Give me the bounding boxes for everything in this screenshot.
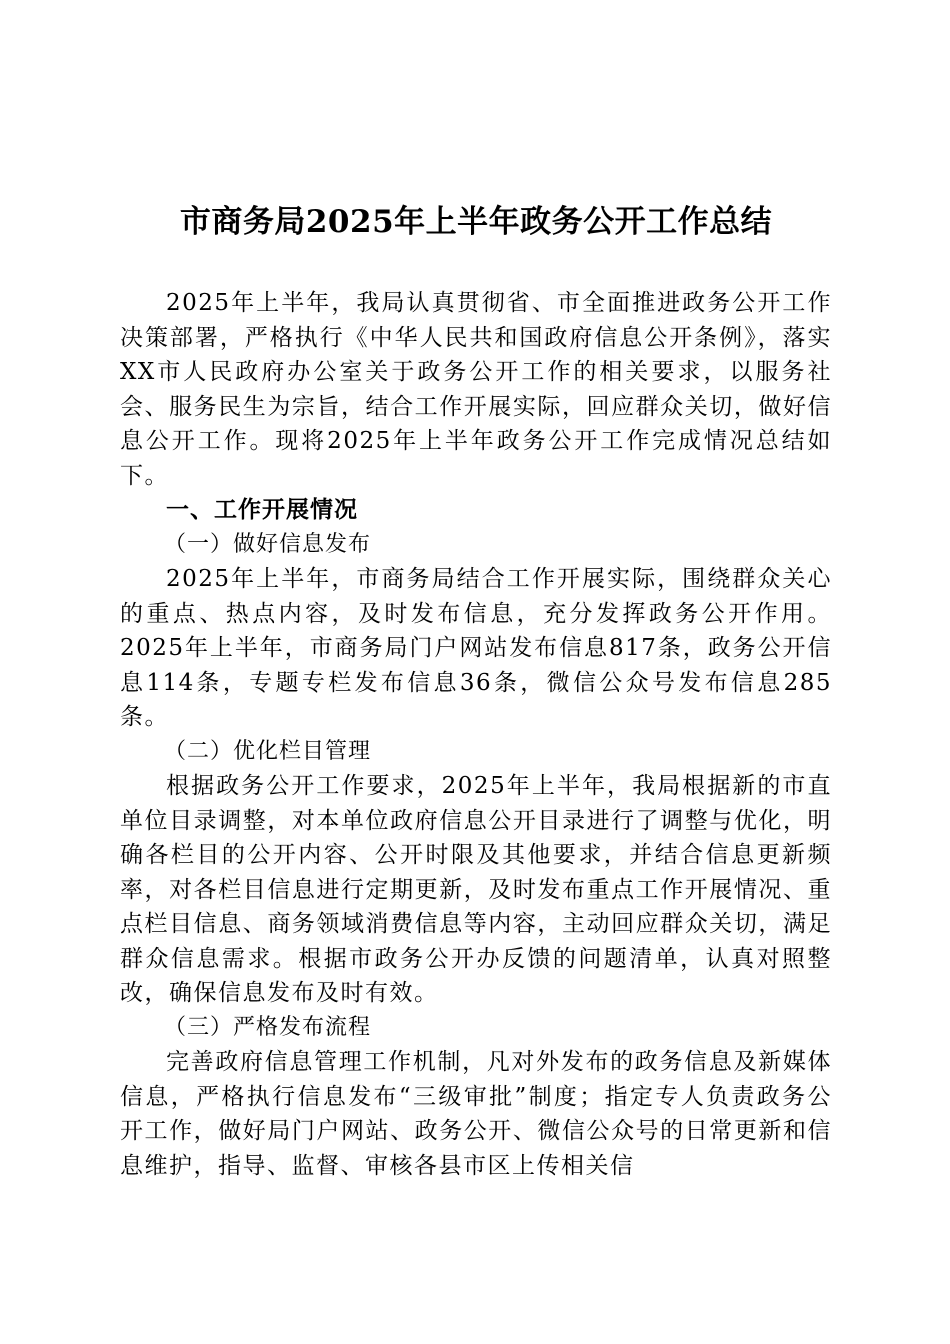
subsection-paragraph-1: 2025年上半年，市商务局结合工作开展实际，围绕群众关心的重点、热点内容，及时发布信息，充分发挥政务公开作用。2025年上半年，市商务局门户网站发布信息817条，政务公开信息114条，专题专栏发布信息36条，微信公众号发布信息285条。 <box>120 566 832 730</box>
intro-paragraph: 2025年上半年，我局认真贯彻省、市全面推进政务公开工作决策部署，严格执行《中华人民共和国政府信息公开条例》，落实XX市人民政府办公室关于政务公开工作的相关要求，以服务社会、服务民生为宗旨，结合工作开展实际，回应群众关切，做好信息公开工作。现将2025年上半年政务公开工作完成情况总结如下。 <box>120 290 832 489</box>
section-heading: 一、工作开展情况 <box>166 496 358 523</box>
subsection-heading-1: （一）做好信息发布 <box>164 531 372 557</box>
document-body <box>120 286 832 1183</box>
document-title: 市商务局2025年上半年政务公开工作总结 <box>179 204 773 240</box>
subsection-paragraph-3: 完善政府信息管理工作机制，凡对外发布的政务信息及新媒体信息，严格执行信息发布“三级审批”制度；指定专人负责政务公开工作，做好局门户网站、政务公开、微信公众号的日常更新和信息维护，指导、监督、审核各县市区上传相关信 <box>120 1049 832 1179</box>
subsection-heading-3: （三）严格发布流程 <box>164 1014 372 1040</box>
subsection-paragraph-2: 根据政务公开工作要求，2025年上半年，我局根据新的市直单位目录调整，对本单位政府信息公开目录进行了调整与优化，明确各栏目的公开内容、公开时限及其他要求，并结合信息更新频率，对各栏目信息进行定期更新，及时发布重点工作开展情况、重点栏目信息、商务领域消费信息等内容，主动回应群众关切，满足群众信息需求。根据市政务公开办反馈的问题清单，认真对照整改，确保信息发布及时有效。 <box>120 773 832 1006</box>
subsection-heading-2: （二）优化栏目管理 <box>164 738 372 764</box>
